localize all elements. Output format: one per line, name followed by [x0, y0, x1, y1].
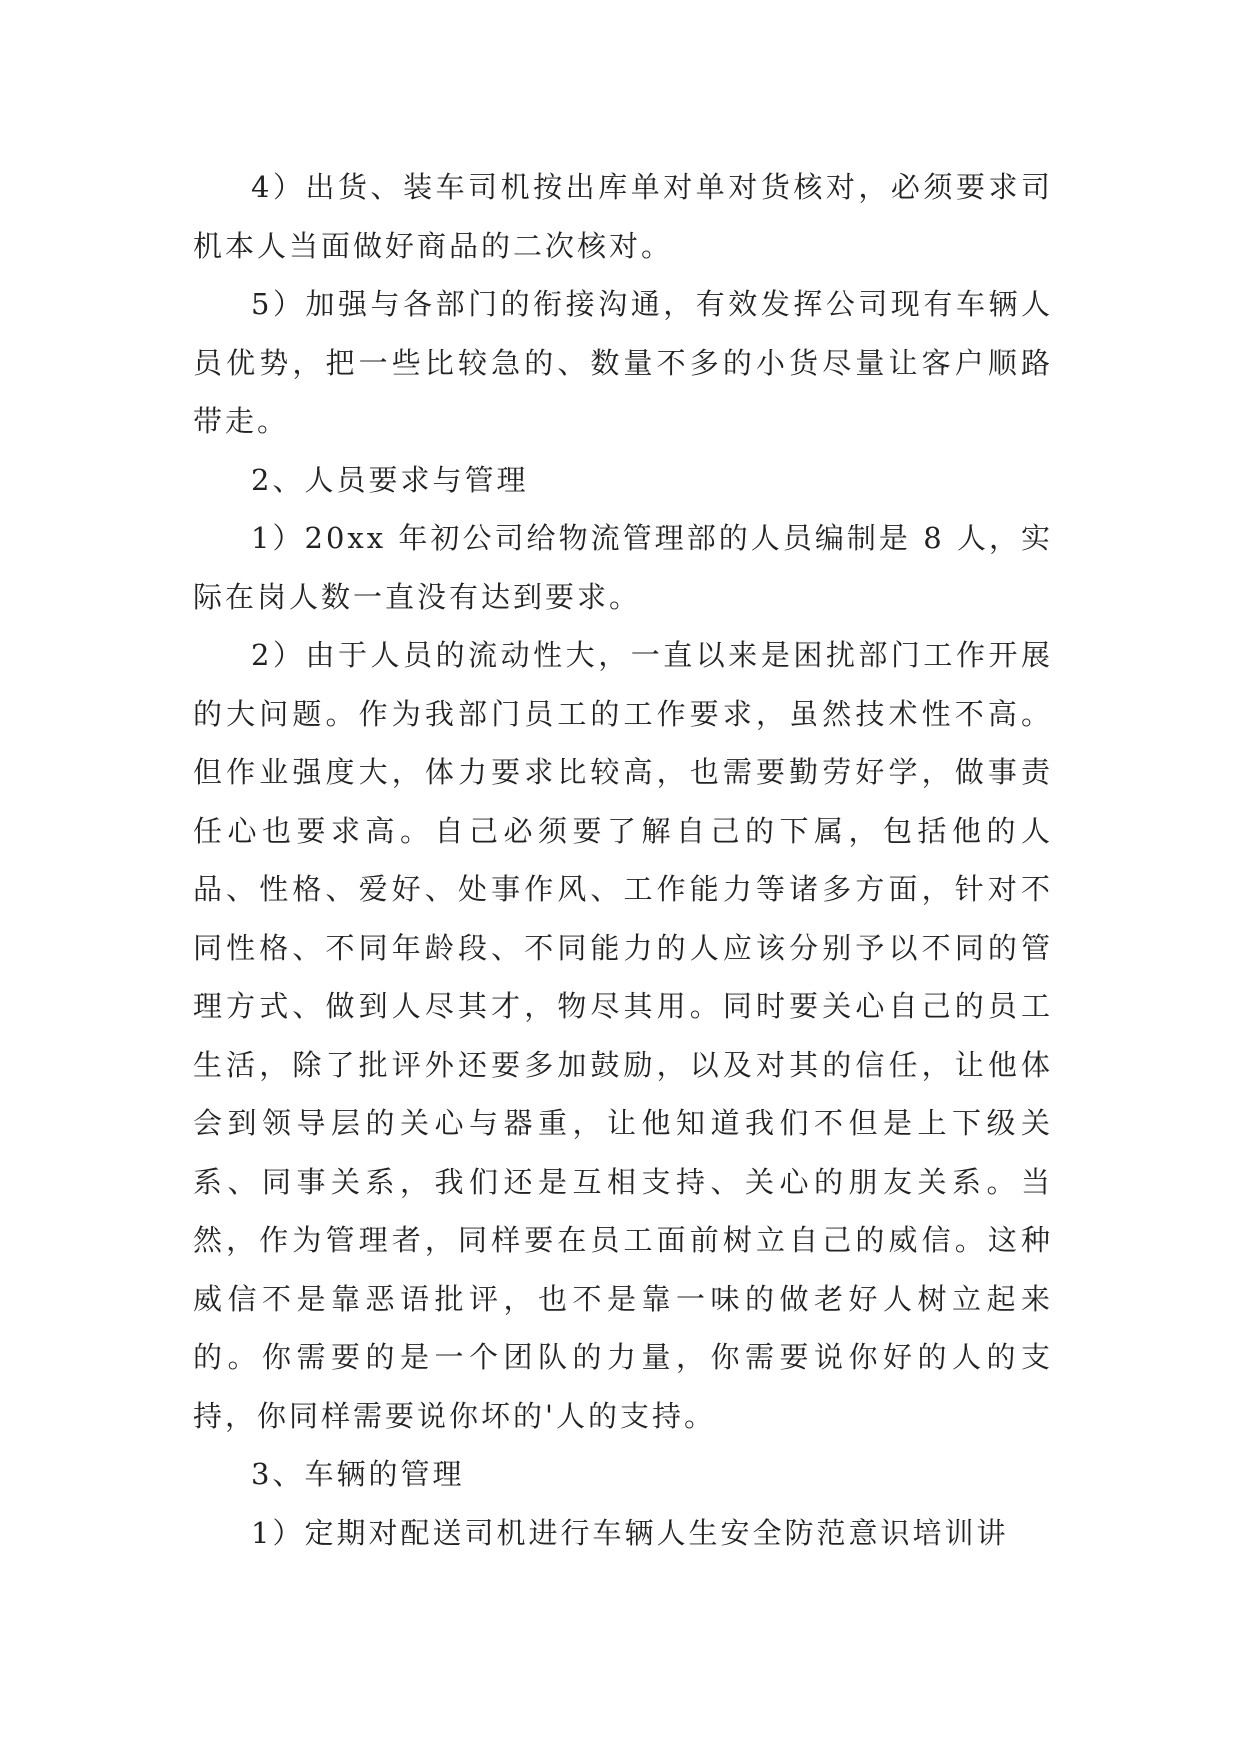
paragraph-item-4: 4）出货、装车司机按出库单对单对货核对，必须要求司机本人当面做好商品的二次核对。 — [193, 170, 1053, 263]
paragraph-personnel-1: 1）20xx 年初公司给物流管理部的人员编制是 8 人，实际在岗人数一直没有达到要求。 — [193, 521, 1053, 614]
section-heading-personnel: 2、人员要求与管理 — [251, 462, 529, 497]
paragraph-vehicles-1: 1）定期对配送司机进行车辆人生安全防范意识培训讲 — [251, 1515, 1009, 1550]
paragraph-item-5: 5）加强与各部门的衔接沟通，有效发挥公司现有车辆人员优势，把一些比较急的、数量不多的小货尽量让客户顺路带走。 — [193, 287, 1053, 438]
section-heading-vehicles: 3、车辆的管理 — [251, 1457, 465, 1491]
document-body — [193, 158, 1053, 1562]
paragraph-personnel-2: 2）由于人员的流动性大，一直以来是困扰部门工作开展的大问题。作为我部门员工的工作要求，虽然技术性不高。但作业强度大，体力要求比较高，也需要勤劳好学，做事责任心也要求高。自己必须要了解自己的下属，包括他的人品、性格、爱好、处事作风、工作能力等诸多方面，针对不同性格、不同年龄段、不同能力的人应该分别予以不同的管理方式、做到人尽其才，物尽其用。同时要关心自己的员工生活，除了批评外还要多加鼓励，以及对其的信任，让他体会到领导层的关心与器重，让他知道我们不但是上下级关系、同事关系，我们还是互相支持、关心的朋友关系。当然，作为管理者，同样要在员工面前树立自己的威信。这种威信不是靠恶语批评，也不是靠一味的做老好人树立起来的。你需要的是一个团队的力量，你需要说你好的人的支持，你同样需要说你坏的'人的支持。 — [193, 638, 1053, 1433]
